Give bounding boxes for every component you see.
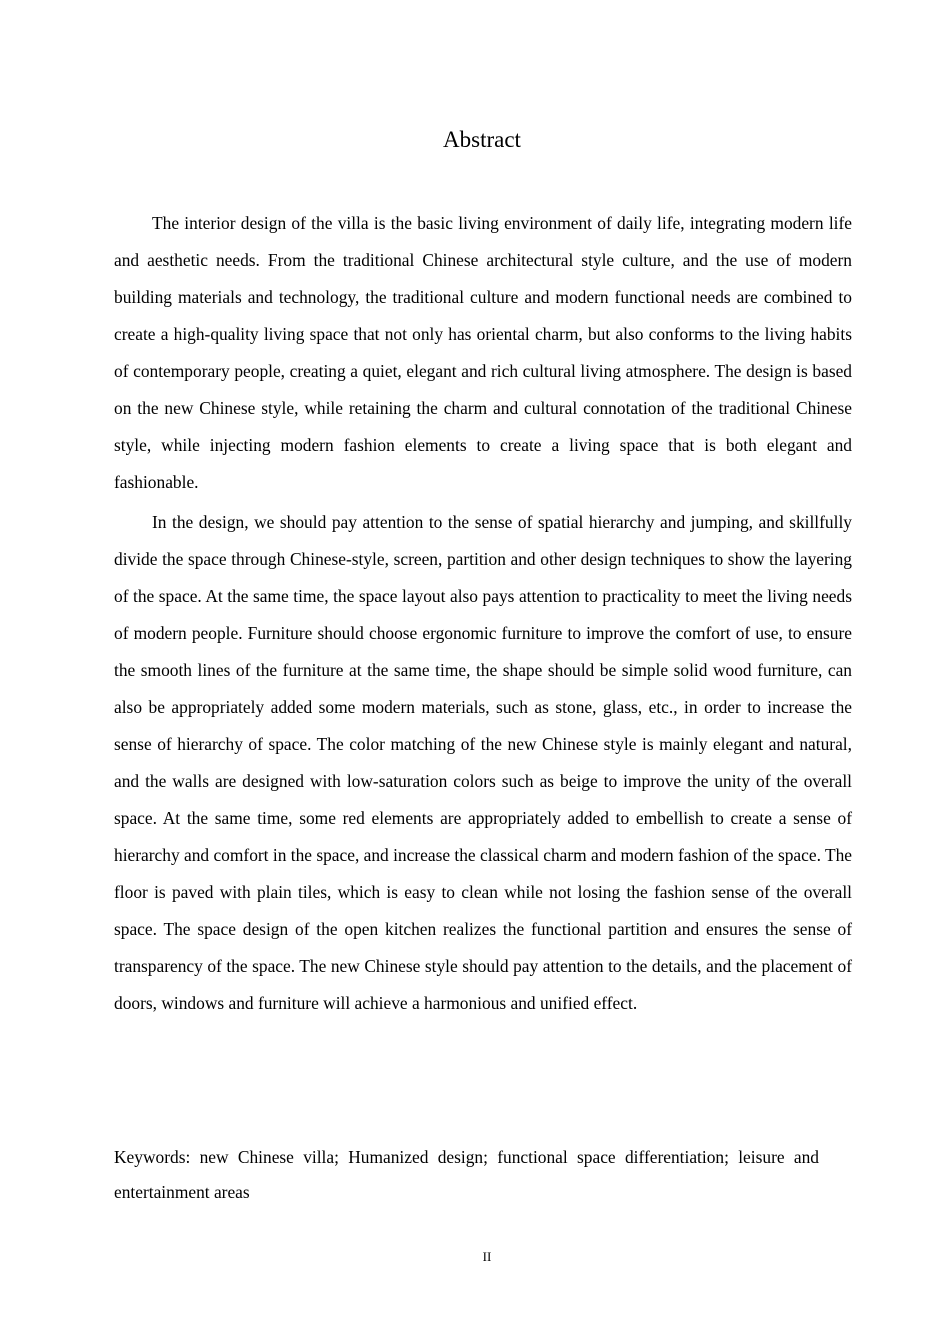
abstract-paragraph-1: The interior design of the villa is the basic living environment of daily life, integrating modern life and aesthetic needs. From the traditional Chinese architectural style culture, and the use of modern building materials and technology, the traditional culture and modern functional needs are combined to create a high-quality living space that not only has oriental charm, but also conforms to the living habits of contemporary people, creating a quiet, elegant and rich cultural living atmosphere. The design is based on the new Chinese style, while retaining the charm and cultural connotation of the traditional Chinese style, while injecting modern fashion elements to create a living space that is both elegant and fashionable. (114, 213, 852, 492)
page-number: II (482, 1249, 492, 1264)
abstract-body (114, 205, 852, 1022)
abstract-paragraph-2: In the design, we should pay attention to the sense of spatial hierarchy and jumping, and skillfully divide the space through Chinese-style, screen, partition and other design techniques to show the layering of the space. At the same time, the space layout also pays attention to practicality to meet the living needs of modern people. Furniture should choose ergonomic furniture to improve the comfort of use, to ensure the smooth lines of the furniture at the same time, the shape should be simple solid wood furniture, can also be appropriately added some modern materials, such as stone, glass, etc., in order to increase the sense of hierarchy of space. The color matching of the new Chinese style is mainly elegant and natural, and the walls are designed with low-saturation colors such as beige to improve the unity of the overall space. At the same time, some red elements are appropriately added to embellish to create a sense of hierarchy and comfort in the space, and increase the classical charm and modern fashion of the space. The floor is paved with plain tiles, which is easy to clean while not losing the fashion sense of the overall space. The space design of the open kitchen realizes the functional partition and ensures the sense of transparency of the space. The new Chinese style should pay attention to the details, and the placement of doors, windows and furniture will achieve a harmonious and unified effect. (114, 512, 852, 1013)
page-title: Abstract (443, 127, 521, 152)
keywords-line: Keywords: new Chinese villa; Humanized design; functional space differentiation; leisure and entertainment areas (114, 1147, 819, 1202)
